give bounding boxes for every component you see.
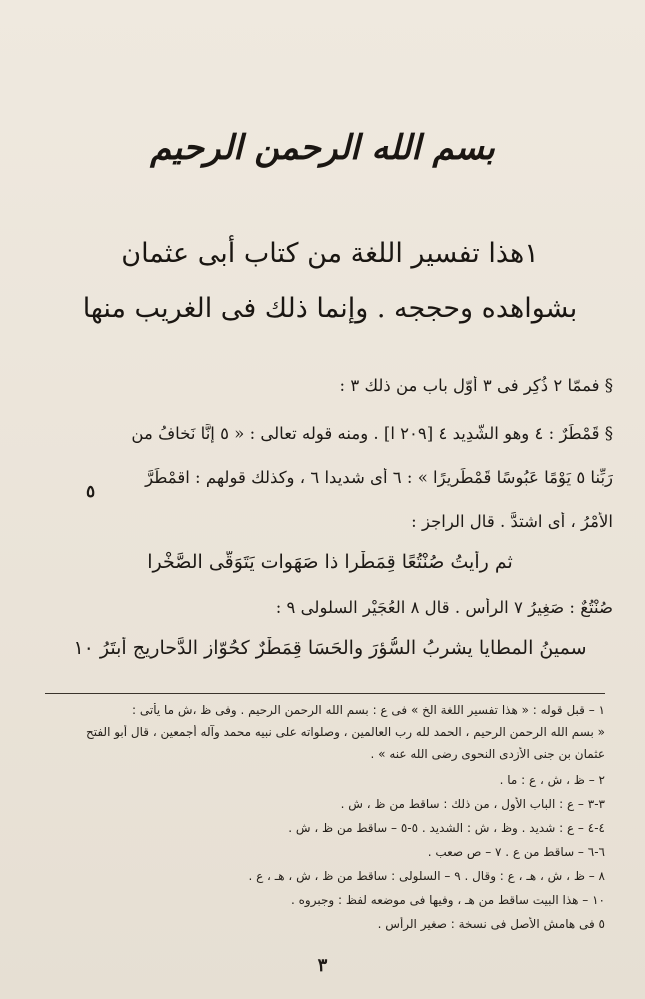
body-line: رَبِّنا ٥ يَوْمًا عَبُوسًا قَمْطَرِيرًا » : ٦ أى شديدا ٦ ، وكذلك قولهم : اقمْطَرَّ (145, 468, 613, 487)
footnote-divider (45, 693, 605, 694)
verse-line: سمينُ المطايا يشربُ السُّؤرَ والحَسَا قِمَطْرٌ كحُوّازِ الدَّحاريجِ أبتَرُ ١٠ (73, 637, 587, 659)
footnote-line: عثمان بن جنى الأزدى النحوى رضى الله عنه » . (370, 747, 605, 761)
footnote-line: ٦-٦ – ساقط من ع . ٧ – ص صعب . (427, 845, 605, 859)
footnote-line: ٤-٤ – ع : شديد . وظ ، ش : الشديد . ٥-٥ – ساقط من ظ ، ش . (288, 821, 605, 835)
title-line-1: ١هذا تفسير اللغة من كتاب أبى عثمان (121, 238, 539, 269)
line-number-margin: ٥ (86, 482, 96, 502)
page-number: ٣ (317, 955, 328, 976)
footnote-line: ٣-٣ – ع : الباب الأول ، من ذلك : ساقط من ظ ، ش . (340, 797, 605, 811)
footnote-line: « بسم الله الرحمن الرحيم ، الحمد لله رب العالمين ، وصلواته على نبيه محمد وآله أجمعين ، قال أبو الفتح (85, 725, 605, 739)
footnote-line: ١ – قبل قوله : « هذا تفسير اللغة الخ » فى ع : بسم الله الرحمن الرحيم . وفى ظ ،ش ما يأتى : (132, 703, 605, 717)
body-line: الأمْرُ ، أى اشتدَّ . قال الراجز : (411, 512, 613, 531)
title-line-2: بشواهده وحججه . وإنما ذلك فى الغريب منها (82, 293, 578, 324)
verse-line: ثم رأيتُ صُنْتُعًا قِمَطْرا ذا صَهَوات يَتَوَقَّى الصَّخْرا (147, 551, 513, 573)
basmala-calligraphy: بسم الله الرحمن الرحيم (150, 128, 495, 168)
body-line: § قَمْطَرٌ : ٤ وهو الشَّدِيد ٤ [٢٠٩ ا] . ومنه قوله تعالى : « ٥ إنَّا نَخافُ من (131, 424, 613, 443)
footnote-line: ١٠ – هذا البيت ساقط من هـ ، وفيها فى موضعه لفظ : وجبروه . (290, 893, 605, 907)
footnote-line: ٥ فى هامش الأصل فى نسخة : صغير الرأس . (377, 917, 605, 931)
footnote-line: ٨ – ظ ، ش ، هـ ، ع : وقال . ٩ – السلولى : ساقط من ظ ، ش ، هـ ، ع . (248, 869, 605, 883)
footnote-line: ٢ – ظ ، ش ، ع : ما . (499, 773, 605, 787)
body-line: صُنْتُعٌ : صَغِيرُ ٧ الرأس . قال ٨ العُجَيْر السلولى ٩ : (275, 598, 613, 617)
body-line: § فممّا ٢ ذُكِر فى ٣ أوّل باب من ذلك ٣ : (339, 376, 613, 395)
